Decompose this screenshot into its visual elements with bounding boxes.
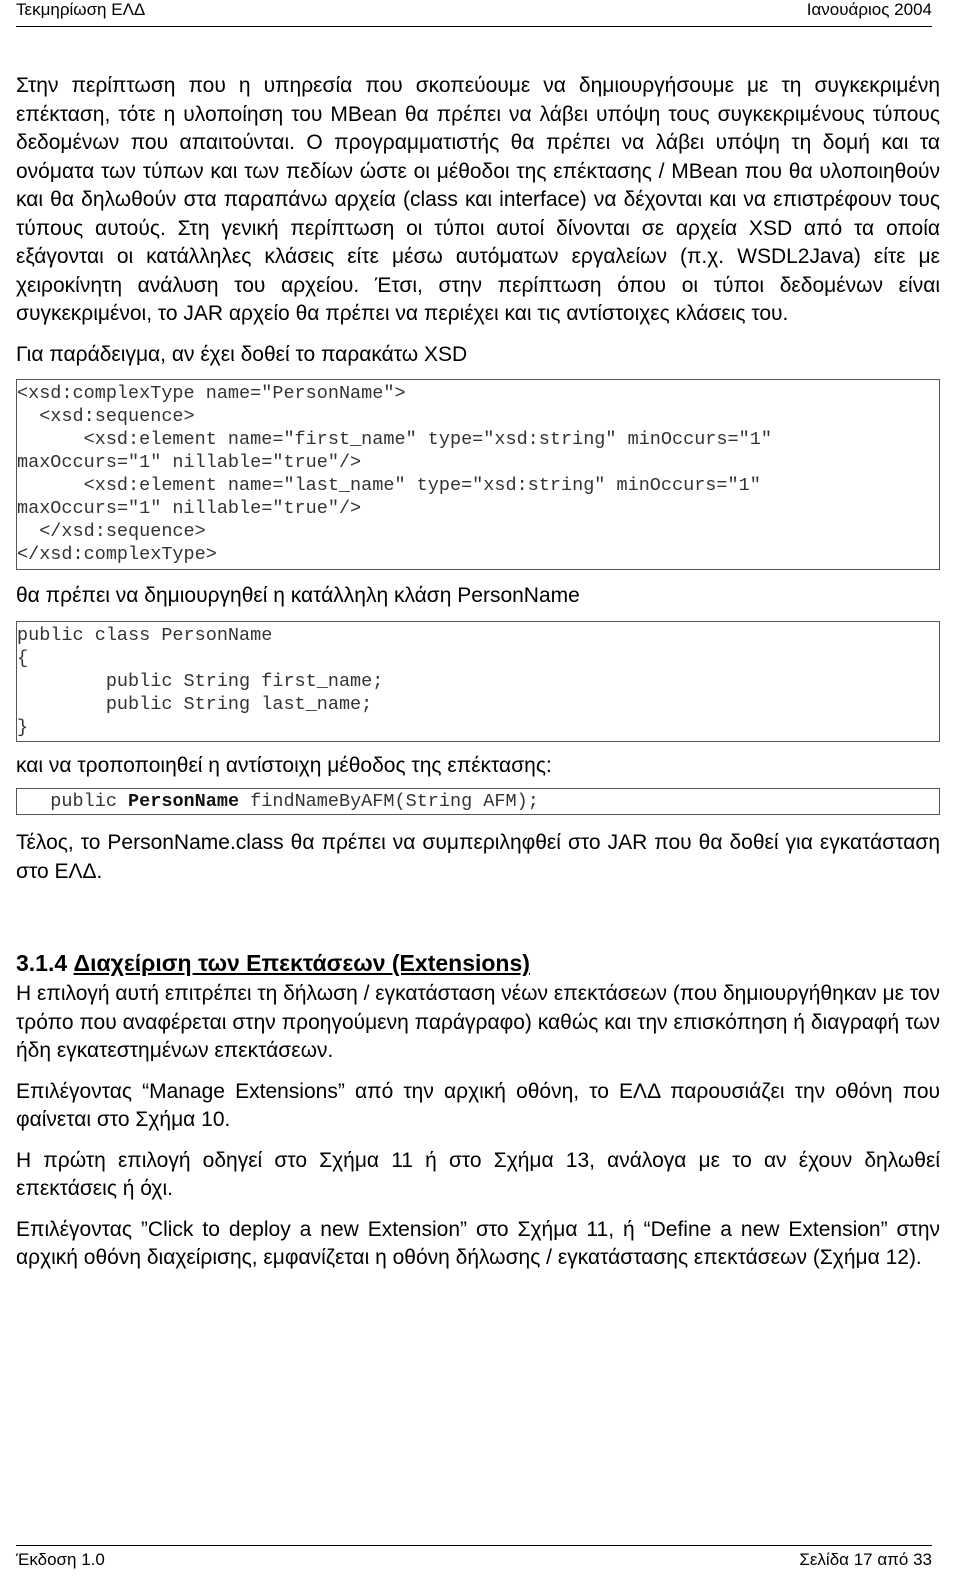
page-content (16, 72, 940, 1273)
code-block-java-class: public class PersonName { public String first_name; public String last_name; } (16, 621, 940, 742)
paragraph-first-option: Η πρώτη επιλογή οδηγεί στο Σχήμα 11 ή στο Σχήμα 13, ανάλογα με το αν έχουν δηλωθεί επεκτάσεις ή όχι. (16, 1148, 940, 1200)
code-block-method-signature (16, 788, 940, 815)
section-heading (16, 948, 940, 978)
page-footer (16, 1545, 932, 1574)
footer-page-number: Σελίδα 17 από 33 (799, 1550, 932, 1569)
section-number: 3.1.4 (16, 950, 68, 976)
code-block-xsd: <xsd:complexType name="PersonName"> <xsd:sequence> <xsd:element name="first_name" type="xsd:string" minOccurs="1" maxOccurs="1" nillable="true"/> <xsd:element name="last_name" type="xsd:string" minOccurs="1" maxOccurs="1" nillable="true"/> </xsd:sequence> </xsd:complexType> (16, 379, 940, 570)
header-document-title: Τεκμηρίωση ΕΛΔ (16, 0, 146, 19)
method-return-type: PersonName (128, 791, 240, 812)
page-header (16, 0, 932, 27)
section-title: Διαχείριση των Επεκτάσεων (Extensions) (73, 950, 530, 976)
method-prefix: public (17, 791, 129, 812)
paragraph-finally: Τέλος, το PersonName.class θα πρέπει να συμπεριληφθεί στο JAR που θα δοθεί για εγκατάσταση στο ΕΛΔ. (16, 831, 940, 883)
header-date: Ιανουάριος 2004 (806, 0, 932, 19)
paragraph-modify-method: και να τροποποιηθεί η αντίστοιχη μέθοδος της επέκτασης: (16, 753, 552, 777)
paragraph-create-class: θα πρέπει να δημιουργηθεί η κατάλληλη κλάση PersonName (16, 584, 580, 607)
footer-version: Έκδοση 1.0 (16, 1550, 105, 1569)
paragraph-intro: Στην περίπτωση που η υπηρεσία που σκοπεύουμε να δημιουργήσουμε με τη συγκεκριμένη επέκταση, τότε η υλοποίηση του MBean θα πρέπει να λάβει υπόψη τους συγκεκριμένους τύπους δεδομένων που απαιτούνται. Ο προγραμματιστής θα πρέπει να λάβει υπόψη τη δομή και τα ονόματα των τύπων και των πεδίων ώστε οι μέθοδοι της επέκτασης / MBean που θα υλοποιηθούν και θα δηλωθούν στα παραπάνω αρχεία (class και interface) να δέχονται και να επιστρέφουν τους τύπους αυτούς. Στη γενική περίπτωση οι τύποι αυτοί δίνονται σε αρχεία XSD από τα οποία εξάγονται οι κατάλληλες κλάσεις είτε μέσω αυτόματων εργαλείων (π.χ. WSDL2Java) είτε με χειροκίνητη ανάλυση του αρχείου. Έτσι, στην περίπτωση όπου οι τύποι δεδομένων είναι συγκεκριμένοι, το JAR αρχείο θα πρέπει να περιέχει και τις αντίστοιχες κλάσεις του. (16, 74, 940, 325)
paragraph-manage-extensions: Επιλέγοντας “Manage Extensions” από την αρχική οθόνη, το ΕΛΔ παρουσιάζει την οθόνη που φαίνεται στο Σχήμα 10. (16, 1079, 940, 1131)
method-suffix: findNameByAFM(String AFM); (239, 791, 539, 812)
paragraph-xsd-example: Για παράδειγμα, αν έχει δοθεί το παρακάτω XSD (16, 342, 468, 366)
paragraph-manage-description: Η επιλογή αυτή επιτρέπει τη δήλωση / εγκατάσταση νέων επεκτάσεων (που δημιουργήθηκαν με τον τρόπο που αναφέρεται στην προηγούμενη παράγραφο) καθώς και την επισκόπηση ή διαγραφή των ήδη εγκατεστημένων επεκτάσεων. (16, 982, 940, 1062)
paragraph-deploy-extension: Επιλέγοντας ”Click to deploy a new Extension” στο Σχήμα 11, ή “Define a new Extension” στην αρχική οθόνη διαχείρισης, εμφανίζεται η οθόνη δήλωσης / εγκατάστασης επεκτάσεων (Σχήμα 12). (16, 1217, 940, 1269)
